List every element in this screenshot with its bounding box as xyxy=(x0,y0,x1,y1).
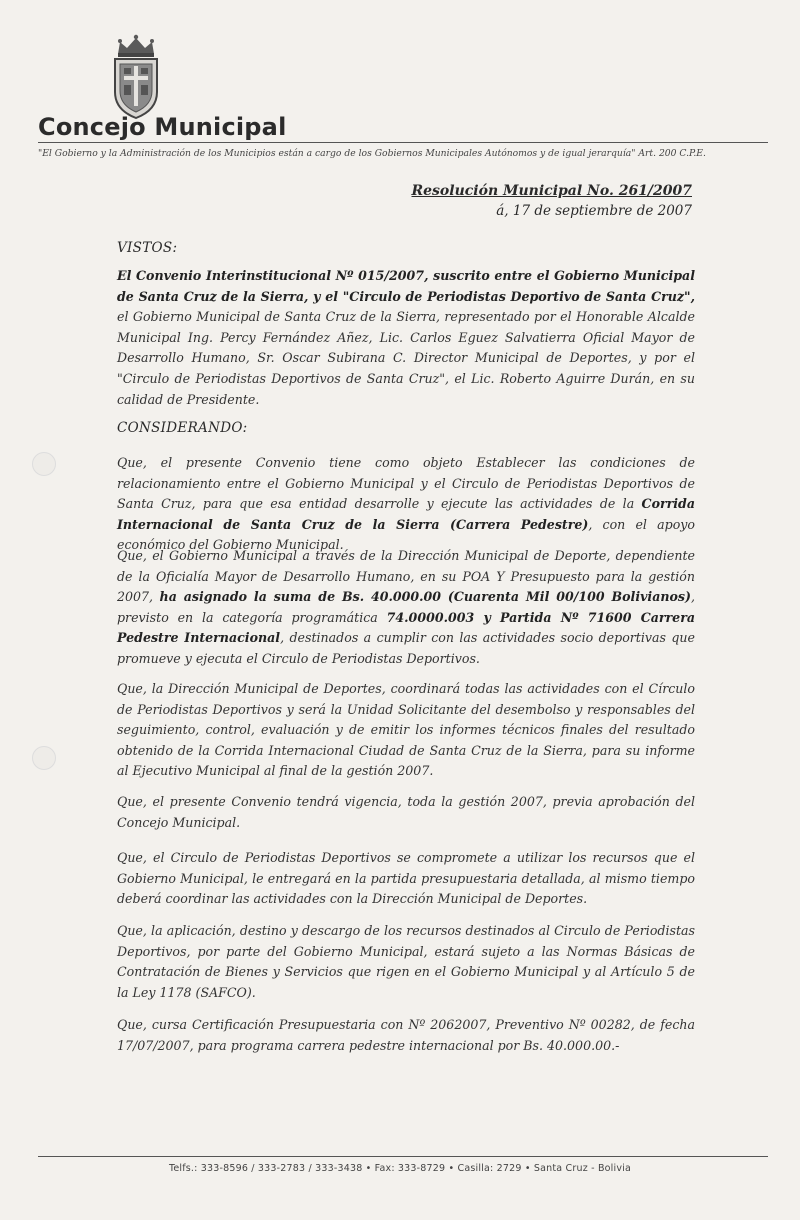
p2-text-a: Que, el Gobierno Municipal a través de la Dirección Municipal de Deporte, dependiente de la Oficialía Mayor de Desarrollo Humano, en su POA Y Presupuesto para la gestión 2007, xyxy=(117,548,695,605)
considerando-paragraph-1 xyxy=(117,453,695,556)
considerando-heading: CONSIDERANDO: xyxy=(117,420,248,436)
p2-text-e: , destinados a cumplir con las actividades socio deportivas que promueve y ejecuta el Circulo de Periodistas Deportivos. xyxy=(117,630,695,666)
p1-text-a: Que, el presente Convenio tiene como objeto Establecer las condiciones de relacionamiento entre el Gobierno Municipal y el Circulo de Periodistas Deportivos de Santa Cruz, para que esa entidad desarrolle y ejecute las actividades de la xyxy=(117,455,695,512)
considerando-paragraph-5: Que, el Circulo de Periodistas Deportivos se compromete a utilizar los recursos que el Gobierno Municipal, le entregará en la partida presupuestaria detallada, al mismo tiempo deberá coordinar las actividades con la Dirección Municipal de Deportes. xyxy=(117,850,695,907)
vistos-bold-text: El Convenio Interinstitucional Nº 015/2007, suscrito entre el Gobierno Municipal de Santa Cruz de la Sierra, y el "Circulo de Periodistas Deportivo de Santa Cruz", xyxy=(117,268,695,304)
resolution-date: á, 17 de septiembre de 2007 xyxy=(496,203,692,219)
p2-bold-amount: ha asignado la suma de Bs. 40.000.00 (Cuarenta Mil 00/100 Bolivianos) xyxy=(159,589,691,605)
municipal-crest-icon xyxy=(108,30,164,120)
considerando-paragraph-7: Que, cursa Certificación Presupuestaria con Nº 2062007, Preventivo Nº 00282, de fecha 17/07/2007, para programa carrera pedestre internacional por Bs. 40.000.00.- xyxy=(117,1017,695,1053)
considerando-paragraph-6: Que, la aplicación, destino y descargo de los recursos destinados al Circulo de Periodistas Deportivos, por parte del Gobierno Municipal, estará sujeto a las Normas Básicas de Contratación de Bienes y Servicios que rigen en el Gobierno Municipal y al Artículo 5 de la Ley 1178 (SAFCO). xyxy=(117,923,695,1000)
header-motto: "El Gobierno y la Administración de los Municipios están a cargo de los Gobiernos Municipales Autónomos y de igual jerarquía" Art. 200 C.P.E. xyxy=(38,148,706,159)
punch-hole xyxy=(32,746,56,770)
vistos-text: el Gobierno Municipal de Santa Cruz de la Sierra, representado por el Honorable Alcalde Municipal Ing. Percy Fernández Añez, Lic. Carlos Eguez Salvatierra Oficial Mayor de Desarrollo Humano, Sr. Oscar Subirana C. Director Municipal de Deportes, y por el "Circulo de Periodistas Deportivos de Santa Cruz", el Lic. Roberto Aguirre Durán, en su calidad de Presidente. xyxy=(117,309,695,407)
p1-bold: Corrida Internacional de Santa Cruz de la Sierra (Carrera Pedestre) xyxy=(117,496,695,532)
vistos-paragraph xyxy=(117,266,695,410)
p1-text-c: , con el apoyo económico del Gobierno Municipal. xyxy=(117,516,696,553)
p2-bold-category: 74.0000.003 y Partida Nº 71600 Carrera Pedestre Internacional xyxy=(117,609,695,646)
organization-name: Concejo Municipal xyxy=(38,113,287,141)
header-divider xyxy=(38,142,768,143)
p2-text-c: , previsto en la categoría programática xyxy=(117,589,695,625)
considerando-paragraph-4: Que, el presente Convenio tendrá vigencia, toda la gestión 2007, previa aprobación del Concejo Municipal. xyxy=(117,794,695,830)
considerando-paragraph-2 xyxy=(117,546,695,670)
vistos-heading: VISTOS: xyxy=(117,240,178,256)
resolution-number: Resolución Municipal No. 261/2007 xyxy=(411,183,692,199)
footer-divider xyxy=(38,1156,768,1157)
footer-contact: Telfs.: 333-8596 / 333-2783 / 333-3438 • Fax: 333-8729 • Casilla: 2729 • Santa Cruz - Bolivia xyxy=(168,1163,632,1174)
punch-hole xyxy=(32,452,56,476)
considerando-paragraph-3: Que, la Dirección Municipal de Deportes, coordinará todas las actividades con el Círculo de Periodistas Deportivos y será la Unidad Solicitante del desembolso y responsables del seguimiento, control, evaluación y de emitir los informes técnicos finales del resultado obtenido de la Corrida Internacional Ciudad de Santa Cruz de la Sierra, para su informe al Ejecutivo Municipal al final de la gestión 2007. xyxy=(117,681,695,779)
